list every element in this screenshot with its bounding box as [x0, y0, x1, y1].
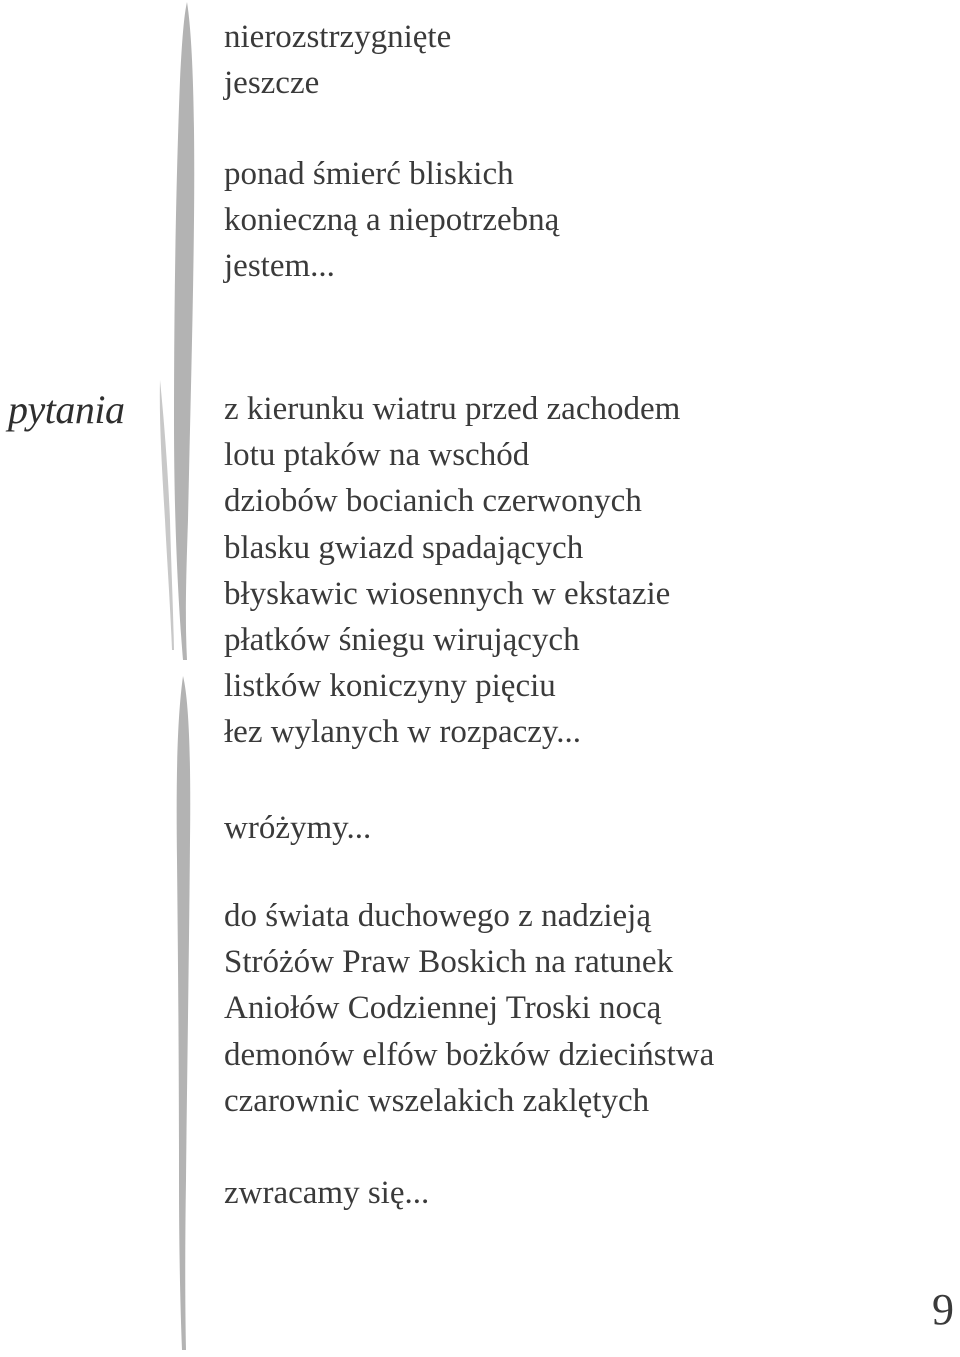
stanza-2: [224, 151, 559, 290]
brush-stroke-thin: [160, 380, 174, 650]
poem-line: Stróżów Praw Boskich na ratunek: [224, 944, 674, 981]
poem-line: nierozstrzygnięte: [224, 19, 452, 55]
poem-line: dziobów bocianich czerwonych: [224, 483, 642, 520]
stanza-5: [224, 893, 714, 1124]
poem-line: listków koniczyny pięciu: [224, 668, 556, 705]
brush-stroke-upper: [174, 2, 194, 660]
brush-stroke-divider: [150, 0, 210, 1357]
poem-line: płatków śniegu wirujących: [224, 622, 580, 659]
stanza-4: [224, 805, 371, 851]
poem-line: z kierunku wiatru przed zachodem: [224, 391, 681, 427]
poem-line: jeszcze: [224, 65, 320, 102]
stanza-6: [224, 1170, 429, 1216]
page-number: 9: [932, 1285, 954, 1334]
poem-line: konieczną a niepotrzebną: [224, 202, 560, 239]
poem-line: ponad śmierć bliskich: [224, 156, 514, 192]
brush-stroke-lower: [177, 676, 191, 1350]
poem-line: czarownic wszelakich zaklętych: [224, 1082, 650, 1119]
poem-line: Aniołów Codziennej Troski nocą: [224, 990, 662, 1027]
poem-line: jestem...: [224, 248, 335, 285]
poem-line: blasku gwiazd spadających: [224, 529, 584, 566]
poem-line: demonów elfów bożków dzieciństwa: [224, 1036, 715, 1073]
stanza-1: [224, 14, 451, 106]
poem-line: wróżymy...: [224, 810, 372, 846]
poem-line: lotu ptaków na wschód: [224, 437, 530, 474]
poem-line: błyskawic wiosennych w ekstazie: [224, 575, 671, 612]
poem-line: zwracamy się...: [224, 1175, 430, 1211]
poem-title: pytania: [8, 387, 125, 432]
stanza-3: [224, 386, 680, 756]
poem-line: łez wylanych w rozpaczy...: [224, 714, 582, 751]
poem-line: do świata duchowego z nadzieją: [224, 898, 652, 934]
